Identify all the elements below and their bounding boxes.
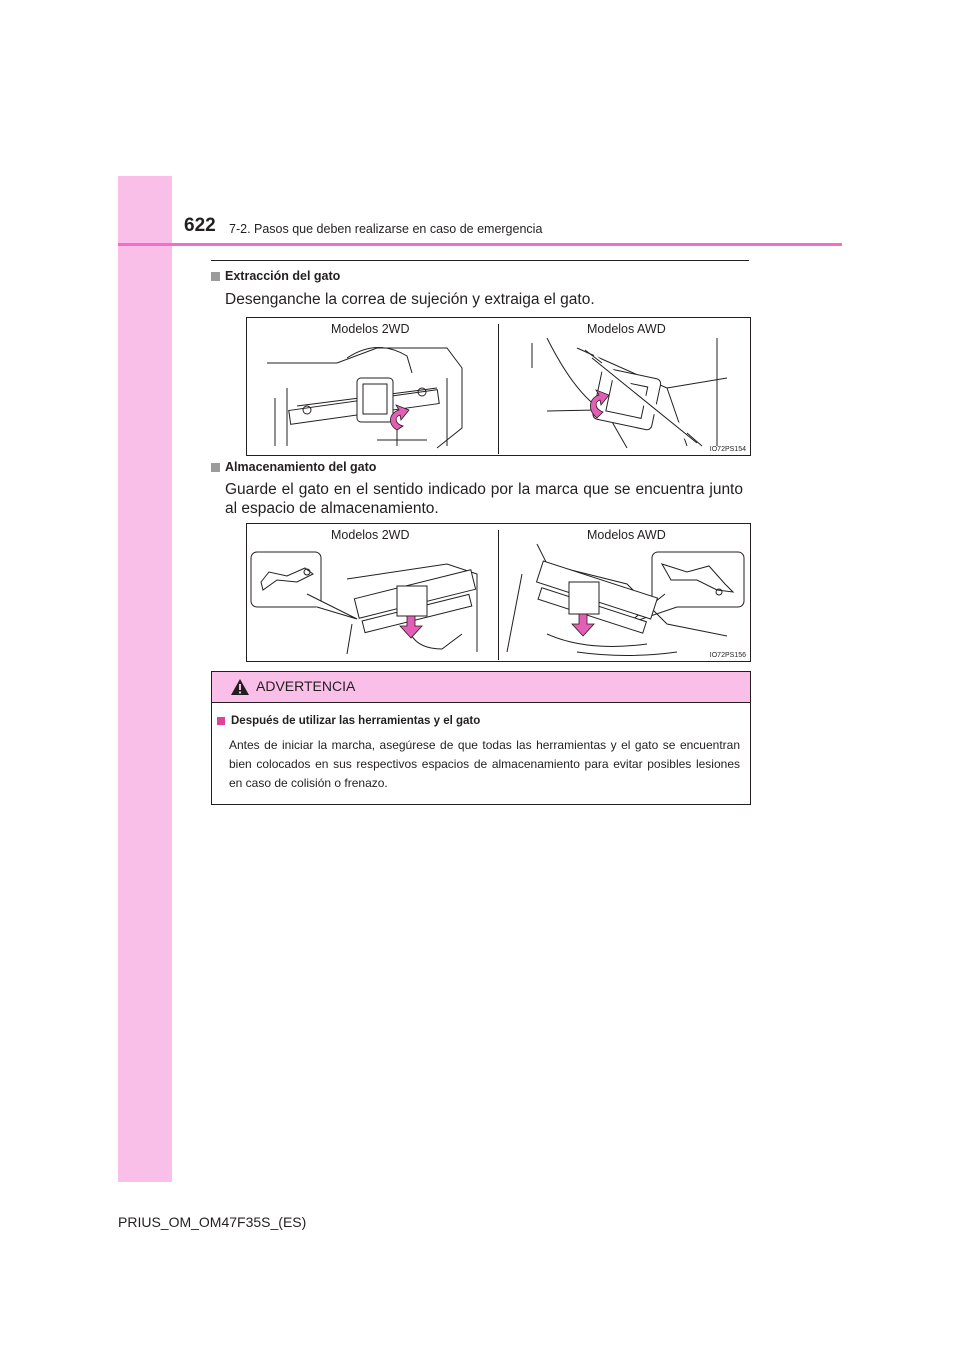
- figure-code: IO72PS156: [709, 652, 746, 659]
- figure-code: IO72PS154: [709, 446, 746, 453]
- square-bullet-icon: [211, 272, 220, 281]
- jack-removal-figure: [246, 317, 751, 456]
- figure-label-awd: Modelos AWD: [587, 322, 666, 336]
- warning-subheading: [217, 715, 480, 727]
- section-heading-text: Almacenamiento del gato: [225, 460, 377, 474]
- chapter-title: 7-2. Pasos que deben realizarse en caso de emergencia: [229, 222, 543, 236]
- side-tab: [118, 176, 172, 1182]
- section-heading-jack-storage: [211, 460, 376, 474]
- footer-doc-code: PRIUS_OM_OM47F35S_(ES): [118, 1214, 307, 1230]
- section-instruction: Guarde el gato en el sentido indicado por la marca que se encuentra junto al espacio de almacenamiento.: [225, 481, 743, 517]
- square-bullet-icon: [211, 463, 220, 472]
- warning-text: Antes de iniciar la marcha, asegúrese de que todas las herramientas y el gato se encuentran bien colocados en sus respectivos espacios de almacenamiento para evitar posibles lesiones en caso de colisión o frenazo.: [229, 738, 740, 790]
- section-heading-text: Extracción del gato: [225, 269, 341, 283]
- warning-triangle-icon: [230, 678, 250, 696]
- section-heading-jack-removal: [211, 269, 340, 283]
- header-rule: [118, 243, 842, 246]
- square-bullet-icon: [217, 717, 225, 725]
- figure-label-2wd: Modelos 2WD: [331, 528, 410, 542]
- warning-header: [212, 672, 750, 703]
- figure-divider: [498, 324, 499, 454]
- page-number: 622: [184, 215, 216, 236]
- figure-label-2wd: Modelos 2WD: [331, 322, 410, 336]
- jack-storage-figure: [246, 523, 751, 662]
- warning-title: ADVERTENCIA: [256, 678, 356, 694]
- section-rule: [211, 260, 749, 261]
- figure-label-awd: Modelos AWD: [587, 528, 666, 542]
- figure-divider: [498, 530, 499, 660]
- warning-subheading-text: Después de utilizar las herramientas y el gato: [231, 715, 481, 727]
- section-instruction: Desenganche la correa de sujeción y extraiga el gato.: [225, 291, 595, 308]
- warning-box: [211, 671, 751, 805]
